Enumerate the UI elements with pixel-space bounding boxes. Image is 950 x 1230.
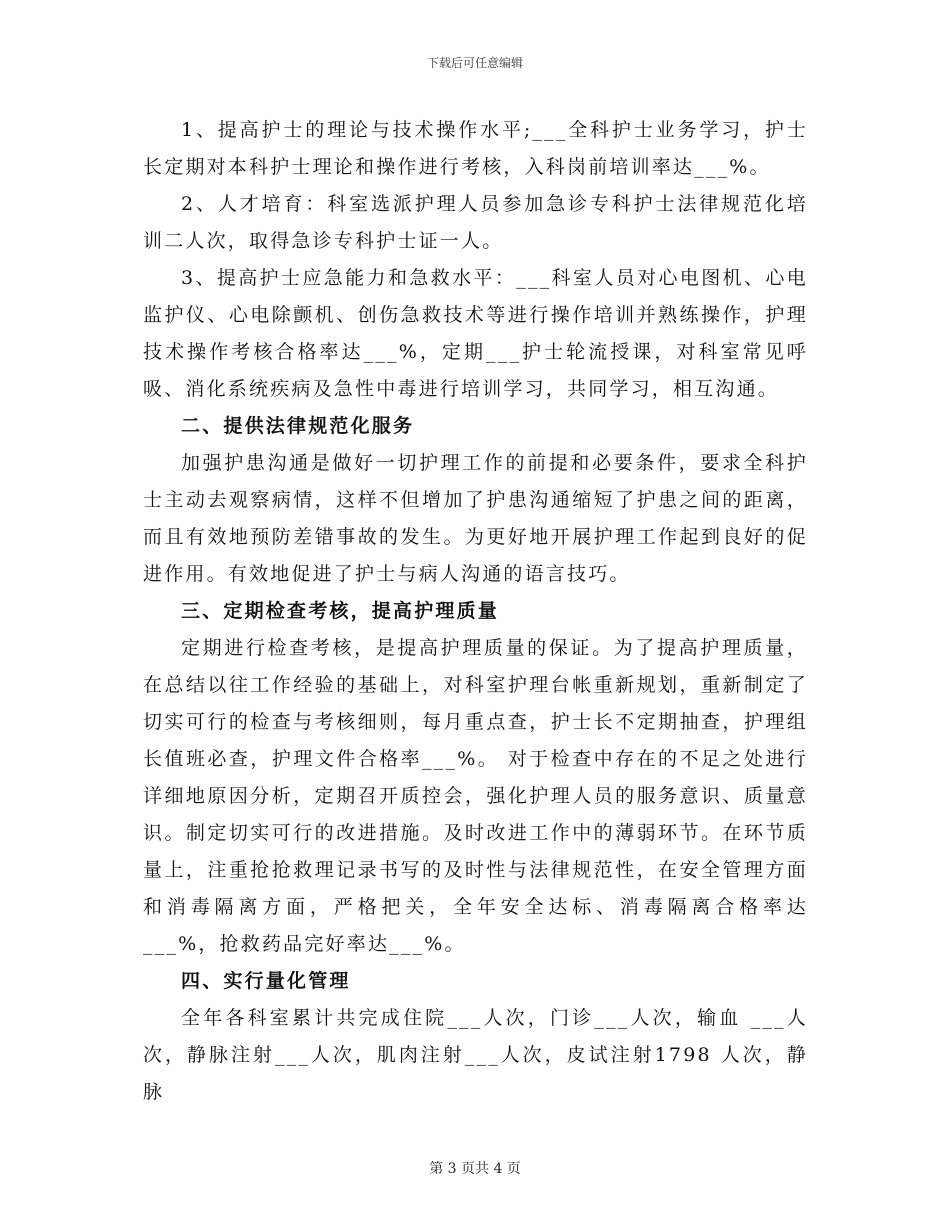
- page-footer: 第 3 页共 4 页: [429, 1161, 521, 1177]
- paragraph-4: 加强护患沟通是做好一切护理工作的前提和必要条件，要求全科护士主动去观察病情，这样不但增加了护患沟通缩短了护患之间的距离，而且有效地预防差错事故的发生。为更好地开展护理工作起到良好的促进作用。有效地促进了护士与病人沟通的语言技巧。: [143, 452, 808, 585]
- section-heading-4: 四、实行量化管理: [181, 970, 351, 992]
- page-header: 下载后可任意编辑: [426, 56, 523, 70]
- section-heading-2: 二、提供法律规范化服务: [181, 415, 415, 437]
- paragraph-5: 定期进行检查考核，是提高护理质量的保证。为了提高护理质量，在总结以往工作经验的基础上，对科室护理台帐重新规划，重新制定了切实可行的检查与考核细则，每月重点查，护士长不定期抽查，护理组长值班必查，护理文件合格率___%。 对于检查中存在的不足之处进行详细地原因分析，定期召开质控会，强化护理人员的服务意识、质量意识。制定切实可行的改进措施。及时改进工作中的薄弱环节。在环节质量上，注重抢抢救理记录书写的及时性与法律规范性，在安全管理方面和消毒隔离方面，严格把关，全年安全达标、消毒隔离合格率达___%，抢救药品完好率达___%。: [143, 637, 808, 955]
- paragraph-3: 3、提高护士应急能力和急救水平：___科室人员对心电图机、心电监护仪、心电除颤机、创伤急救技术等进行操作培训并熟练操作，护理技术操作考核合格率达___%，定期___护士轮流授课，对科室常见呼吸、消化系统疾病及急性中毒进行培训学习，共同学习，相互沟通。: [143, 267, 808, 400]
- paragraph-1: 1、提高护士的理论与技术操作水平;___全科护士业务学习，护士长定期对本科护士理论和操作进行考核，入科岗前培训率达___%。: [143, 119, 808, 178]
- paragraph-6: 全年各科室累计共完成住院___人次，门诊___人次，输血 ___人次，静脉注射___人次，肌肉注射___人次，皮试注射1798 人次，静脉: [143, 1007, 808, 1103]
- document-body: [143, 112, 808, 1111]
- paragraph-2: 2、人才培育：科室选派护理人员参加急诊专科护士法律规范化培训二人次，取得急诊专科护士证一人。: [143, 193, 808, 252]
- section-heading-3: 三、定期检查考核，提高护理质量: [181, 600, 500, 622]
